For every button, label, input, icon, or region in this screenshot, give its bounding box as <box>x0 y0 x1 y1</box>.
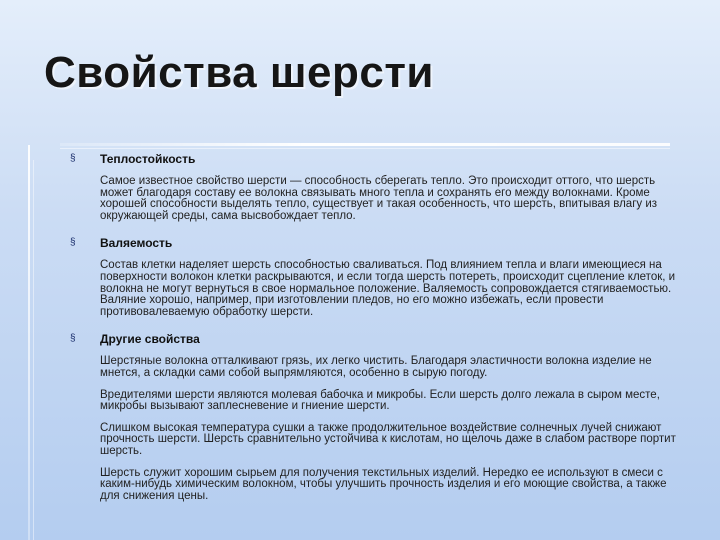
section-heading: Валяемость <box>100 236 173 251</box>
bullet-item-teplostoykost <box>70 152 688 222</box>
slide-content <box>70 150 688 502</box>
section-paragraph: Слишком высокая температура сушки а также продолжительное воздействие солнечных лучей снижают прочность шерсти. Шерсть сравнительно устойчива к кислотам, но щелочь даже в слабом растворе портит шерсть. <box>100 421 676 457</box>
section-heading: Другие свойства <box>100 332 200 347</box>
bullet-item-valyaemost <box>70 236 688 318</box>
section-paragraph: Самое известное свойство шерсти — способность сберегать тепло. Это происходит оттого, что шерсть может благодаря составу ее волокна связывать много тепла и сохранять его между волокнами. Кроме хорошей способности выделять тепло, существует и такая особенность, что шерсть, впитывая влагу из окружающей среды, сама высвобождает тепло. <box>100 175 658 222</box>
bullet-icon: § <box>70 333 76 345</box>
decorative-horizontal-line-thin <box>60 148 670 149</box>
section-paragraph: Состав клетки наделяет шерсть способностью сваливаться. Под влиянием тепла и влаги имеющиеся на поверхности волокон клетки раскрываются, и если тогда шерсть потереть, происходит сцепление клеток, и волокна не могут вернуться в свое нормальное положение. Валяемость сопровождается стягиваемостью. Валяние хорошо, например, при изготовлении пледов, но его можно избежать, если провести противовалеваемую обработку шерсти. <box>100 259 676 318</box>
slide-title: Свойства шерсти <box>44 48 434 97</box>
section-paragraph: Шерстяные волокна отталкивают грязь, их легко чистить. Благодаря эластичности волокна изделие не мнется, а складки сами собой выпрямляются, особенно в сырую погоду. <box>100 355 652 379</box>
section-paragraph: Шерсть служит хорошим сырьем для получения текстильных изделий. Нередко ее используют в смеси с каким-нибудь химическим волокном, чтобы улучшить прочность изделия и его моющие свойства, а также для снижения цены. <box>100 466 667 502</box>
decorative-horizontal-line <box>60 143 670 146</box>
bullet-icon: § <box>70 153 76 164</box>
section-paragraph: Вредителями шерсти являются молевая бабочка и микробы. Если шерсть долго лежала в сыром месте, микробы вызывают заплесневение и гниение шерсти. <box>100 388 660 413</box>
decorative-vertical-line-thin <box>33 160 34 540</box>
bullet-icon: § <box>70 237 76 249</box>
decorative-vertical-line <box>28 145 30 540</box>
bullet-item-drugie-svoystva <box>70 332 688 502</box>
section-heading: Теплостойкость <box>100 152 196 166</box>
